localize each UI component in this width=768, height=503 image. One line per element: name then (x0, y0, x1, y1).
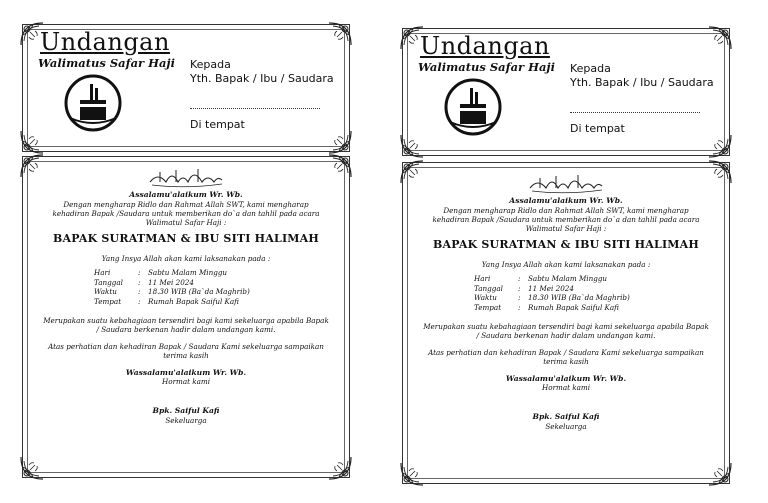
envelope-title: Undangan (40, 28, 170, 56)
detail-value: 11 Mei 2024 (528, 283, 574, 293)
detail-value: 18.30 WIB (Ba`da Maghrib) (148, 287, 250, 296)
to-recipient: Yth. Bapak / Ibu / Saudara (190, 72, 334, 85)
basmalah-calligraphy-icon (22, 166, 350, 190)
detail-row-time: Waktu : 18.30 WIB (Ba`da Maghrib) (474, 293, 630, 302)
closing-text-2: Atas perhatian dan kehadiran Bapak / Saudara Kami sekeluarga sampaikan terima kasih (48, 342, 324, 360)
signer-family: Sekeluarga (545, 422, 587, 431)
signer-name: Bpk. Saiful Kafi (152, 406, 220, 415)
corner-ornament-icon (327, 129, 353, 155)
corner-ornament-icon (707, 25, 733, 51)
detail-value: Rumah Bapak Saiful Kafi (528, 302, 619, 312)
closing-text-1: Merupakan suatu kebahagiaan tersendiri bagi kami sekeluarga apabila Bapak / Saudara berkenan hadir dalam undangan kami. (43, 316, 329, 334)
place-label: Di tempat (570, 122, 625, 135)
detail-value: Rumah Bapak Saiful Kafi (148, 296, 239, 306)
envelope-card-right (402, 28, 730, 156)
detail-key: Waktu (474, 293, 497, 302)
recipient-block (570, 62, 714, 90)
corner-ornament-icon (399, 461, 425, 487)
detail-key: Hari (94, 268, 111, 277)
detail-key: Tanggal (94, 277, 123, 287)
signer-name: Bpk. Saiful Kafi (532, 412, 600, 421)
corner-ornament-icon (327, 455, 353, 481)
envelope-title: Undangan (420, 32, 550, 60)
event-details (94, 268, 250, 306)
invitation-card-left (22, 156, 350, 478)
signer-family: Sekeluarga (165, 416, 207, 425)
detail-value: Sabtu Malam Minggu (148, 268, 228, 277)
detail-row-date: Tanggal : 11 Mei 2024 (474, 283, 574, 293)
wassalam: Wassalamu'alaikum Wr. Wb. (125, 368, 247, 377)
greeting: Assalamu'alaikum Wr. Wb. (509, 196, 623, 205)
corner-ornament-icon (19, 455, 45, 481)
address-line (190, 108, 320, 109)
kaaba-icon (444, 78, 502, 136)
intro-text: Dengan mengharap Ridlo dan Rahmat Allah SWT, kami mengharap kehadiran Bapak /Saudara untuk memberikan do`a dan tahlil pada acara Walimatul Safar Haji : (432, 206, 700, 233)
invitation-card-right (402, 162, 730, 484)
corner-ornament-icon (707, 461, 733, 487)
pre-details-text: Yang Insya Allah akan kami laksanakan pada : (481, 260, 651, 269)
intro-text: Dengan mengharap Ridlo dan Rahmat Allah SWT, kami mengharap kehadiran Bapak /Saudara untuk memberikan do`a dan tahlil pada acara Walimatul Safar Haji : (52, 200, 320, 227)
corner-ornament-icon (399, 133, 425, 159)
hajj-names: BAPAK SURATMAN & IBU SITI HALIMAH (432, 238, 699, 251)
detail-key: Hari (474, 274, 491, 283)
detail-key: Tanggal (474, 283, 503, 293)
detail-value: 18.30 WIB (Ba`da Maghrib) (528, 293, 630, 302)
basmalah-calligraphy-icon (402, 172, 730, 196)
envelope-card-left (22, 24, 350, 152)
envelope-subtitle: Walimatus Safar Haji (418, 60, 555, 74)
envelope-subtitle: Walimatus Safar Haji (38, 56, 175, 70)
hajj-names: BAPAK SURATMAN & IBU SITI HALIMAH (52, 232, 319, 245)
corner-ornament-icon (19, 129, 45, 155)
to-label: Kepada (190, 58, 231, 71)
event-details (474, 274, 630, 312)
pre-details-text: Yang Insya Allah akan kami laksanakan pada : (101, 254, 271, 263)
detail-key: Waktu (94, 287, 117, 296)
place-label: Di tempat (190, 118, 245, 131)
closing-text-1: Merupakan suatu kebahagiaan tersendiri bagi kami sekeluarga apabila Bapak / Saudara berkenan hadir dalam undangan kami. (423, 322, 709, 340)
address-line (570, 112, 700, 113)
detail-row-time: Waktu : 18.30 WIB (Ba`da Maghrib) (94, 287, 250, 296)
detail-row-day: Hari : Sabtu Malam Minggu (94, 268, 228, 277)
detail-row-place: Tempat : Rumah Bapak Saiful Kafi (474, 302, 619, 312)
closing-text-2: Atas perhatian dan kehadiran Bapak / Saudara Kami sekeluarga sampaikan terima kasih (428, 348, 704, 366)
detail-row-date: Tanggal : 11 Mei 2024 (94, 277, 194, 287)
corner-ornament-icon (707, 133, 733, 159)
greeting: Assalamu'alaikum Wr. Wb. (129, 190, 243, 199)
detail-value: Sabtu Malam Minggu (528, 274, 608, 283)
wassalam: Wassalamu'alaikum Wr. Wb. (505, 374, 627, 383)
detail-row-day: Hari : Sabtu Malam Minggu (474, 274, 608, 283)
hormat-kami: Hormat kami (161, 377, 211, 386)
to-label: Kepada (570, 62, 611, 75)
detail-value: 11 Mei 2024 (148, 277, 194, 287)
detail-key: Tempat (474, 302, 502, 312)
corner-ornament-icon (327, 21, 353, 47)
to-recipient: Yth. Bapak / Ibu / Saudara (570, 76, 714, 89)
hormat-kami: Hormat kami (541, 383, 591, 392)
detail-key: Tempat (94, 296, 122, 306)
kaaba-icon (64, 74, 122, 132)
detail-row-place: Tempat : Rumah Bapak Saiful Kafi (94, 296, 239, 306)
recipient-block (190, 58, 334, 86)
